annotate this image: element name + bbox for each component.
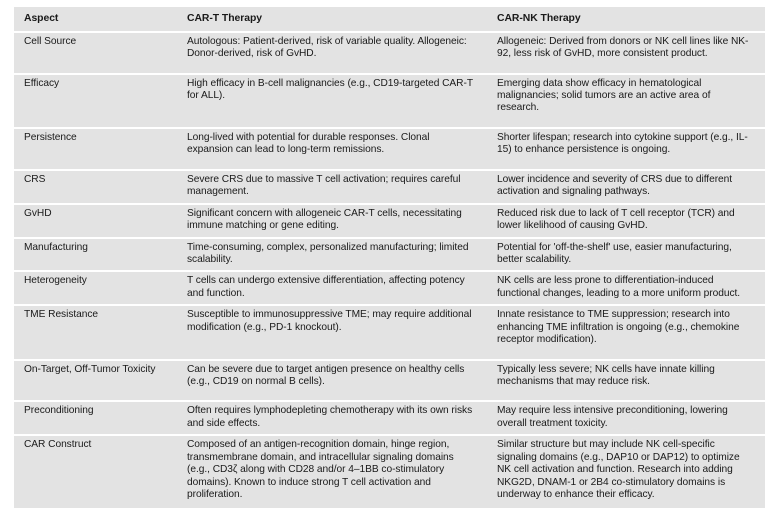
cell-car-t-therapy: Autologous: Patient-derived, risk of variable quality. Allogeneic: Donor-derived, risk of GvHD. (177, 32, 487, 74)
cell-car-nk-therapy: Allogeneic: Derived from donors or NK cell lines like NK-92, less risk of GvHD, more consistent product. (487, 32, 765, 74)
cell-car-t-therapy: High efficacy in B-cell malignancies (e.g., CD19-targeted CAR-T for ALL). (177, 74, 487, 128)
cell-car-t-therapy: Severe CRS due to massive T cell activation; requires careful management. (177, 170, 487, 204)
cell-car-t-therapy: Composed of an antigen-recognition domain, hinge region, transmembrane domain, and intracellular signaling domains (e.g., CD3ζ along with CD28 and/or 4–1BB co-stimulatory domains). Known to induce strong T cell activation and proliferation. (177, 435, 487, 507)
cell-aspect: Manufacturing (14, 238, 177, 272)
table-row (14, 74, 765, 128)
cell-car-nk-therapy: Shorter lifespan; research into cytokine support (e.g., IL-15) to enhance persistence is ongoing. (487, 128, 765, 170)
cell-car-nk-therapy: Innate resistance to TME suppression; research into enhancing TME infiltration is ongoing (e.g., chemokine receptor modification). (487, 305, 765, 359)
table-row (14, 435, 765, 507)
cell-aspect: Heterogeneity (14, 271, 177, 305)
cell-car-t-therapy: Can be severe due to target antigen presence on healthy cells (e.g., CD19 on normal B cells). (177, 360, 487, 402)
cell-car-t-therapy: Significant concern with allogeneic CAR-T cells, necessitating immune matching or gene editing. (177, 204, 487, 238)
column-header-car-t-therapy: CAR-T Therapy (177, 7, 487, 32)
cell-aspect: CAR Construct (14, 435, 177, 507)
cell-car-t-therapy: Often requires lymphodepleting chemotherapy with its own risks and side effects. (177, 401, 487, 435)
cell-car-nk-therapy: Typically less severe; NK cells have innate killing mechanisms that may reduce risk. (487, 360, 765, 402)
cell-aspect: Persistence (14, 128, 177, 170)
table-row (14, 170, 765, 204)
cell-aspect: Efficacy (14, 74, 177, 128)
cell-aspect: Preconditioning (14, 401, 177, 435)
comparison-table-container (14, 7, 765, 508)
car-t-vs-car-nk-comparison-table (14, 7, 765, 508)
cell-car-t-therapy: Susceptible to immunosuppressive TME; may require additional modification (e.g., PD-1 knockout). (177, 305, 487, 359)
cell-car-nk-therapy: May require less intensive preconditioning, lowering overall treatment toxicity. (487, 401, 765, 435)
table-row (14, 305, 765, 359)
cell-car-nk-therapy: NK cells are less prone to differentiation-induced functional changes, leading to a more uniform product. (487, 271, 765, 305)
cell-car-nk-therapy: Reduced risk due to lack of T cell receptor (TCR) and lower likelihood of causing GvHD. (487, 204, 765, 238)
cell-aspect: GvHD (14, 204, 177, 238)
cell-aspect: CRS (14, 170, 177, 204)
table-row (14, 401, 765, 435)
cell-car-t-therapy: Long-lived with potential for durable responses. Clonal expansion can lead to long-term remissions. (177, 128, 487, 170)
table-row (14, 128, 765, 170)
table-row (14, 32, 765, 74)
table-body (14, 32, 765, 508)
cell-car-nk-therapy: Similar structure but may include NK cell-specific signaling domains (e.g., DAP10 or DAP12) to optimize NK cell activation and function. Research into adding NKG2D, DNAM-1 or 2B4 co-stimulatory domains is underway to enhance their efficacy. (487, 435, 765, 507)
cell-car-nk-therapy: Emerging data show efficacy in hematological malignancies; solid tumors are an active area of research. (487, 74, 765, 128)
column-header-aspect: Aspect (14, 7, 177, 32)
cell-aspect: Cell Source (14, 32, 177, 74)
table-row (14, 238, 765, 272)
table-row (14, 204, 765, 238)
cell-car-t-therapy: T cells can undergo extensive differentiation, affecting potency and function. (177, 271, 487, 305)
table-header (14, 7, 765, 32)
table-row (14, 271, 765, 305)
cell-aspect: TME Resistance (14, 305, 177, 359)
table-header-row (14, 7, 765, 32)
cell-car-t-therapy: Time-consuming, complex, personalized manufacturing; limited scalability. (177, 238, 487, 272)
table-row (14, 360, 765, 402)
cell-car-nk-therapy: Potential for 'off-the-shelf' use, easier manufacturing, better scalability. (487, 238, 765, 272)
cell-car-nk-therapy: Lower incidence and severity of CRS due to different activation and signaling pathways. (487, 170, 765, 204)
cell-aspect: On-Target, Off-Tumor Toxicity (14, 360, 177, 402)
column-header-car-nk-therapy: CAR-NK Therapy (487, 7, 765, 32)
